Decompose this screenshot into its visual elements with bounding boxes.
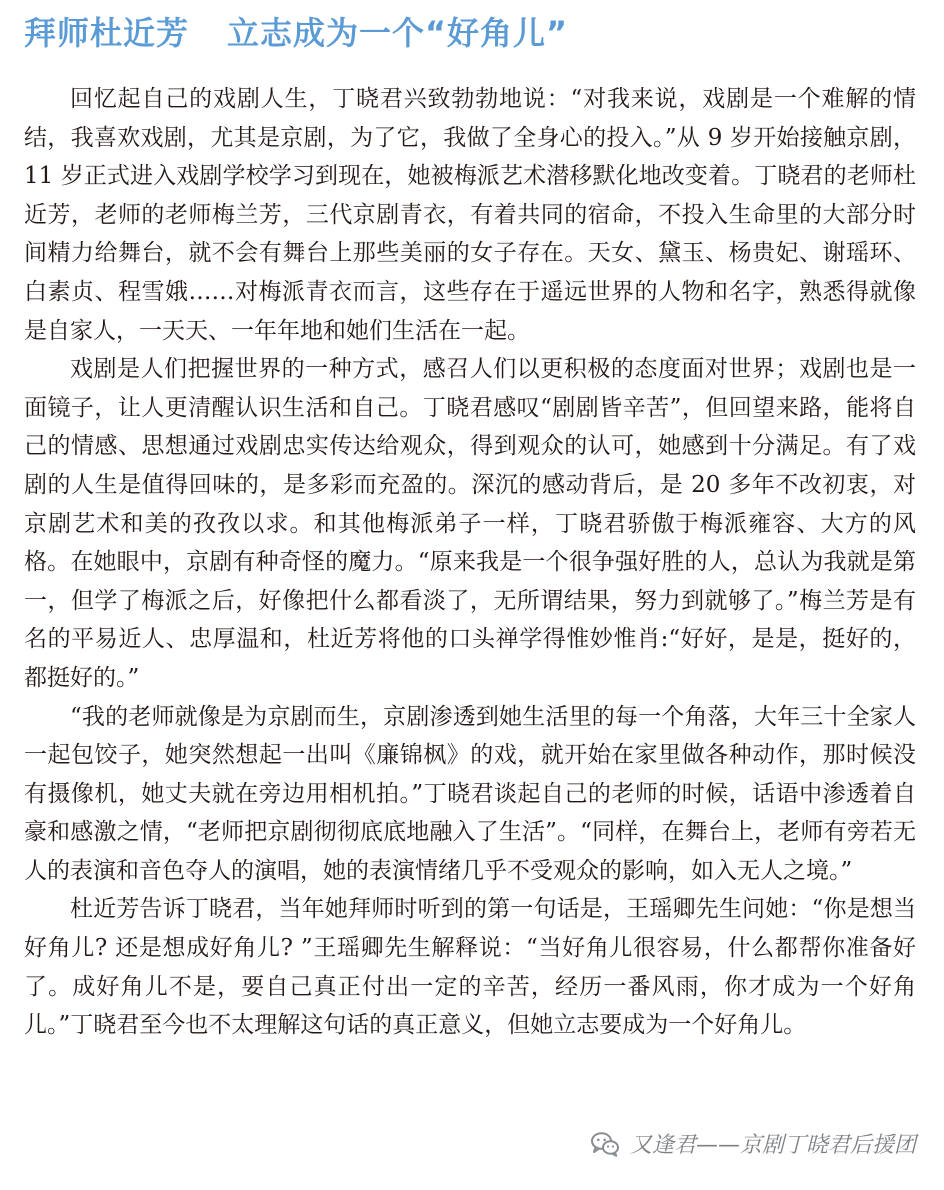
article-heading (24, 8, 568, 58)
watermark (590, 1128, 916, 1159)
paragraph-2: 戏剧是人们把握世界的一种方式，感召人们以更积极的态度面对世界；戏剧也是一面镜子，让人更清醒认识生活和自己。丁晓君感叹“剧剧皆辛苦”，但回望来路，能将自己的情感、思想通过戏剧忠实传达给观众，得到观众的认可，她感到十分满足。有了戏剧的人生是值得回味的，是多彩而充盈的。深沉的感动背后，是 20 多年不改初衷，对京剧艺术和美的孜孜以求。和其他梅派弟子一样，丁晓君骄傲于梅派雍容、大方的风格。在她眼中，京剧有种奇怪的魔力。“原来我是一个很争强好胜的人，总认为我就是第一，但学了梅派之后，好像把什么都看淡了，无所谓结果，努力到就够了。”梅兰芳是有名的平易近人、忠厚温和，杜近芳将他的口头禅学得惟妙惟肖:“好好，是是，挺好的，都挺好的。” (24, 356, 916, 691)
wechat-icon (590, 1131, 620, 1157)
paragraph-1: 回忆起自己的戏剧人生，丁晓君兴致勃勃地说：“对我来说，戏剧是一个难解的情结，我喜欢戏剧，尤其是京剧，为了它，我做了全身心的投入。”从 9 岁开始接触京剧，11 岁正式进入戏剧学校学习到现在，她被梅派艺术潜移默化地改变着。丁晓君的老师杜近芳，老师的老师梅兰芳，三代京剧青衣，有着共同的宿命，不投入生命里的大部分时间精力给舞台，就不会有舞台上那些美丽的女子存在。天女、黛玉、杨贵妃、谢瑶环、白素贞、程雪娥……对梅派青衣而言，这些存在于遥远世界的人物和名字，熟悉得就像是自家人，一天天、一年年地和她们生活在一起。 (24, 86, 916, 344)
watermark-text: 又逢君——京剧丁晓君后援团 (629, 1133, 916, 1158)
heading-part-1: 拜师杜近芳 (24, 14, 190, 52)
paragraph-4: 杜近芳告诉丁晓君，当年她拜师时听到的第一句话是，王瑶卿先生问她：“你是想当好角儿? 还是想成好角儿? ”王瑶卿先生解释说：“当好角儿很容易，什么都帮你准备好了。成好角儿不是，要自己真正付出一定的辛苦，经历一番风雨，你才成为一个好角儿。”丁晓君至今也不太理解这句话的真正意义，但她立志要成为一个好角儿。 (24, 896, 916, 1039)
paragraph-3: “我的老师就像是为京剧而生，京剧渗透到她生活里的每一个角落，大年三十全家人一起包饺子，她突然想起一出叫《廉锦枫》的戏，就开始在家里做各种动作，那时候没有摄像机，她丈夫就在旁边用相机拍。”丁晓君谈起自己的老师的时候，话语中渗透着自豪和感激之情，“老师把京剧彻彻底底地融入了生活”。“同样，在舞台上，老师有旁若无人的表演和音色夺人的演唱，她的表演情绪几乎不受观众的影响，如入无人之境。” (24, 703, 916, 884)
heading-part-2: 立志成为一个“好角儿” (227, 14, 569, 52)
article-body (24, 80, 916, 1045)
